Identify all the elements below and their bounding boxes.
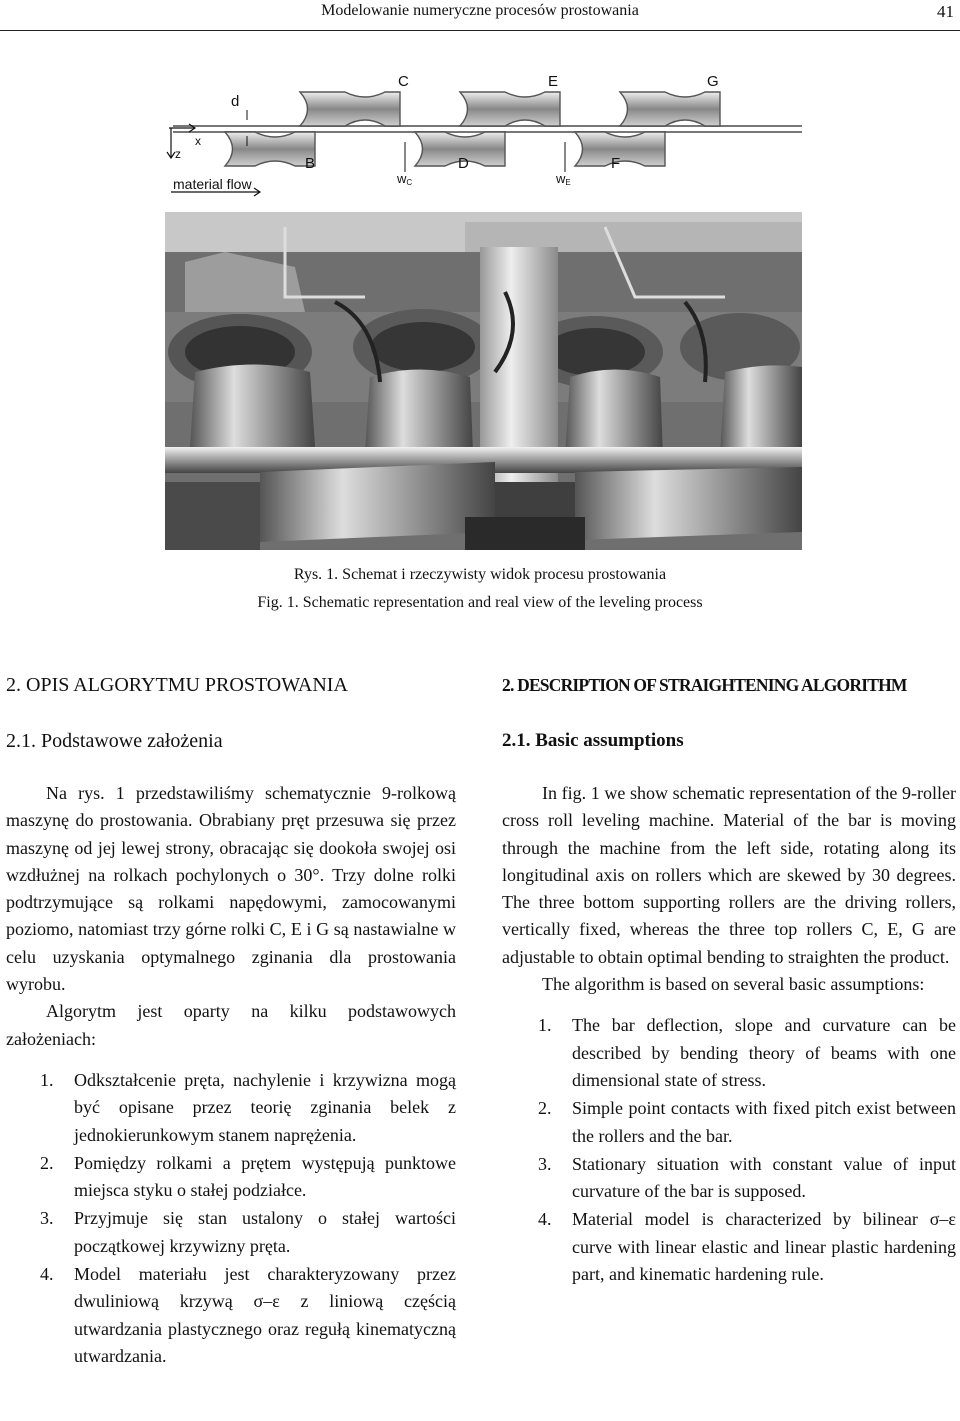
left-column xyxy=(6,672,456,1371)
label-x: x xyxy=(195,134,201,148)
bottom-rollers xyxy=(225,132,665,166)
list-item: 2. Pomiędzy rolkami a prętem występują punktowe miejsca styku o stałej podziałce. xyxy=(40,1152,456,1201)
list-item: 4. Model materiału jest charakteryzowany przez dwuliniową krzywą σ–ε z liniową częścią utwardzania plastycznego oraz regułą kinematyczną utwardzania. xyxy=(40,1264,456,1366)
label-d: d xyxy=(231,93,240,110)
subsection-heading-pl: 2.1. Podstawowe założenia xyxy=(6,730,223,752)
section-heading-pl: 2. OPIS ALGORYTMU PROSTOWANIA xyxy=(6,674,348,696)
label-roller-e: E xyxy=(548,73,559,90)
list-item: 1. The bar deflection, slope and curvature can be described by bending theory of beams with one dimensional state of stress. xyxy=(538,1015,956,1090)
subsection-heading-en: 2.1. Basic assumptions xyxy=(502,730,684,751)
label-wc: wC xyxy=(397,171,413,187)
paragraph-pl-1: Na rys. 1 przedstawiliśmy schematycznie 9-rolkową maszynę do prostowania. Obrabiany pręt przesuwa się przez maszynę od jej lewej strony, obracając się dookoła swojej osi wzdłużnej na rolkach pochylonych o 30°. Trzy dolne rolki podtrzymujące są rolkami napędowymi, zamocowanymi poziomo, natomiast trzy górne rolki C, E i G są nastawialne w celu uzyskania optymalnego zginania dla prostowania wyrobu. xyxy=(6,783,456,995)
section-heading-en: 2. DESCRIPTION OF STRAIGHTENING ALGORITHM xyxy=(502,675,907,695)
figure-leveling-machine xyxy=(165,62,802,550)
list-item: 3. Stationary situation with constant value of input curvature of the bar is supposed. xyxy=(538,1153,956,1202)
schematic-diagram xyxy=(165,62,802,212)
right-column xyxy=(502,672,956,1289)
assumptions-list-en xyxy=(502,1012,956,1288)
label-roller-f: F xyxy=(611,155,621,172)
label-roller-b: B xyxy=(305,155,316,172)
paragraph-pl-2: Algorytm jest oparty na kilku podstawowych założeniach: xyxy=(6,1001,456,1049)
label-roller-d: D xyxy=(458,155,469,172)
running-header xyxy=(0,0,960,31)
label-we: wE xyxy=(556,171,571,187)
assumptions-list-pl xyxy=(6,1067,456,1370)
list-item: 1. Odkształcenie pręta, nachylenie i krzywizna mogą być opisane przez teorię zginania belek z jednokierunkowym stanem naprężenia. xyxy=(40,1069,456,1145)
label-roller-c: C xyxy=(398,73,409,90)
machine-photo xyxy=(165,212,802,550)
label-material-flow: material flow xyxy=(173,176,252,192)
paragraph-en-2: The algorithm is based on several basic assumptions: xyxy=(542,974,925,995)
list-item: 4. Material model is characterized by bilinear σ–ε curve with linear elastic and linear plastic hardening part, and kinematic hardening rule. xyxy=(538,1209,956,1285)
page-number: 41 xyxy=(937,2,954,21)
running-title: Modelowanie numeryczne procesów prostowania xyxy=(321,2,639,19)
list-item: 3. Przyjmuje się stan ustalony o stałej wartości początkowej krzywizny pręta. xyxy=(40,1208,456,1256)
figure-caption-en: Fig. 1. Schematic representation and real view of the leveling process xyxy=(257,594,703,611)
label-roller-g: G xyxy=(707,73,719,90)
paragraph-en-1: In fig. 1 we show schematic representation of the 9-roller cross roll leveling machine. Material of the bar is moving through the machine from the left side, rotating along its longitudinal axis on rollers which are skewed by 30 degrees. The three bottom supporting rollers are the driving rollers, vertically fixed, whereas the three top rollers C, E, G are adjustable to obtain optimal bending to straighten the product. xyxy=(502,783,956,967)
label-z: z xyxy=(175,147,181,161)
list-item: 2. Simple point contacts with fixed pitch exist between the rollers and the bar. xyxy=(538,1098,956,1146)
figure-caption-pl: Rys. 1. Schemat i rzeczywisty widok procesu prostowania xyxy=(293,566,667,583)
